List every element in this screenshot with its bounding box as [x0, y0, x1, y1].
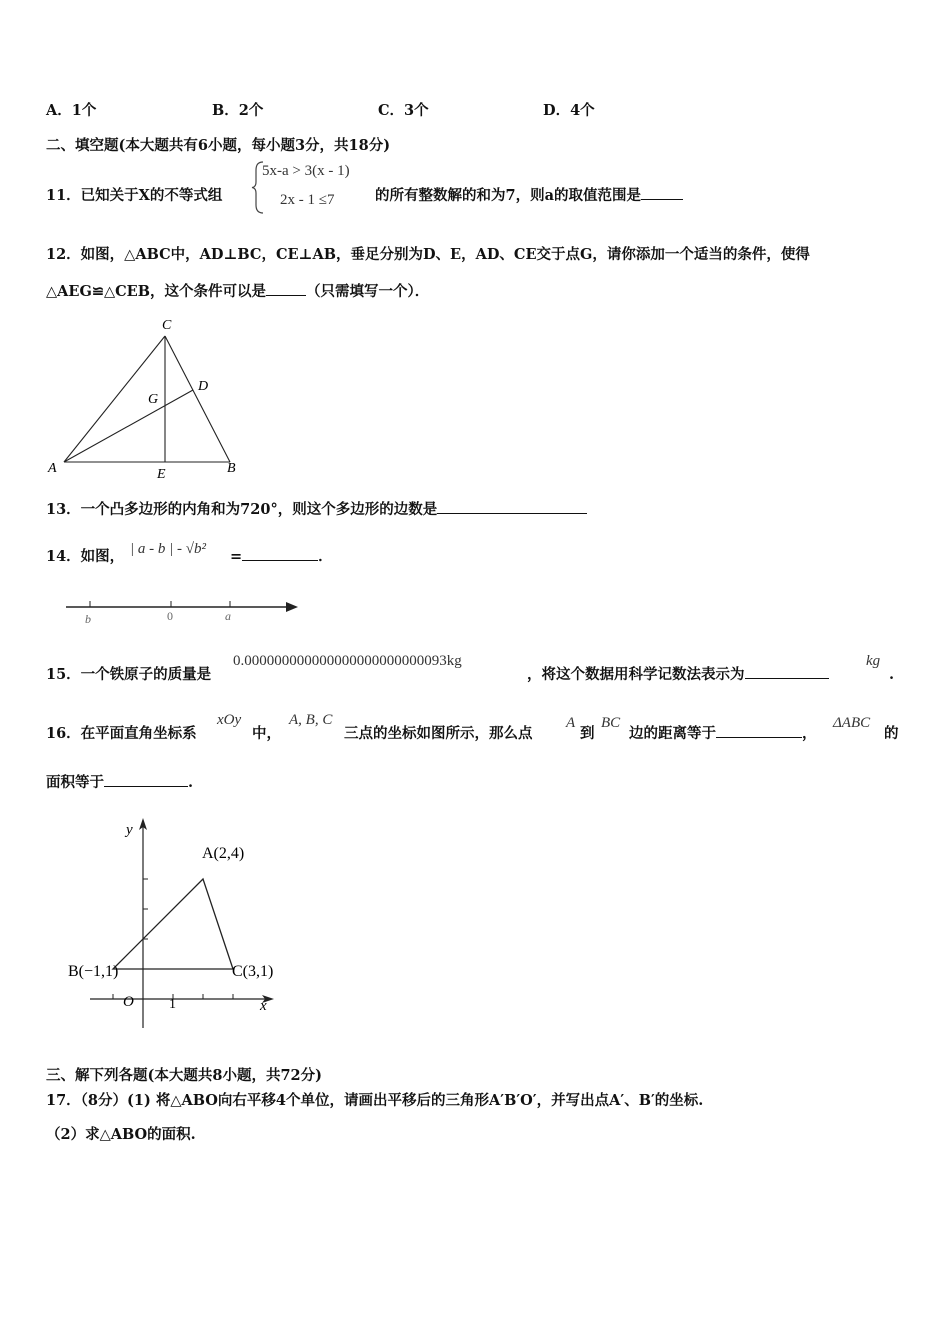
q16-xoy: xOy	[217, 712, 242, 728]
choice-c: C．3个	[378, 102, 429, 119]
q15-unit: kg	[866, 653, 881, 669]
q16-prefix: 16．在平面直角坐标系	[46, 725, 197, 742]
point-b-label: B(−1,1)	[68, 963, 119, 980]
point-a-label: A(2,4)	[202, 845, 245, 862]
q16-point-a: A	[566, 715, 576, 731]
label-a: A	[48, 461, 57, 476]
q16-text1: 三点的坐标如图所示，那么点	[344, 725, 533, 742]
q14-answer: = ．	[230, 548, 333, 565]
number-line	[60, 596, 305, 628]
q12-answer-blank[interactable]	[266, 294, 306, 296]
q16-text2: 边的距离等于 ，	[629, 725, 817, 742]
q16-area-blank[interactable]	[104, 785, 188, 787]
q14-prefix: 14．如图，	[46, 548, 125, 565]
label-g: G	[148, 392, 159, 407]
label-c: C	[162, 318, 172, 333]
label-b: B	[227, 461, 236, 476]
q16-dao: 到	[580, 725, 595, 742]
q14-answer-blank[interactable]	[242, 559, 318, 561]
q16-side-bc: BC	[601, 715, 621, 731]
q16-zhong: 中，	[252, 725, 281, 742]
q11-inequality-2: 2x - 1 ≤7	[280, 192, 335, 208]
q16-abc-points: A, B, C	[289, 712, 333, 728]
q12-line1: 12．如图，△ABC中，AD⊥BC，CE⊥AB，垂足分别为D、E，AD、CE交于点G，请你添加一个适当的条件，使得	[46, 246, 810, 263]
label-d: D	[198, 379, 209, 394]
axis-label-y: y	[126, 822, 133, 838]
q16-triangle: ΔABC	[833, 715, 871, 731]
q17-part2: （2）求△ABO的面积.	[46, 1126, 196, 1143]
choice-d: D．4个	[543, 102, 595, 119]
triangle-figure	[40, 312, 255, 482]
tick-label-one: 1	[169, 997, 176, 1012]
q13-answer-blank[interactable]	[437, 512, 587, 514]
coordinate-figure	[60, 812, 300, 1042]
q17-part1: 17．（8分）(1) 将△ABO向右平移4个单位，请画出平移后的三角形A′B′O′，并写出点A′、B′的坐标.	[46, 1092, 704, 1109]
choice-a: A．1个	[46, 102, 97, 119]
label-a: a	[225, 609, 231, 623]
origin-label: O	[123, 994, 134, 1010]
point-c-label: C(3,1)	[232, 963, 274, 980]
iron-atom-mass: 0.000000000000000000000000093kg	[233, 653, 462, 669]
section3-heading: 三、解下列各题(本大题共8小题，共72分)	[46, 1067, 322, 1084]
axis-label-x: x	[260, 998, 267, 1014]
q16-de: 的	[884, 725, 899, 742]
q15-end: .	[889, 666, 895, 683]
choice-b: B．2个	[212, 102, 264, 119]
q15-prefix: 15．一个铁原子的质量是	[46, 666, 212, 683]
q14-expression: | a - b | - √b²	[130, 541, 206, 557]
label-e: E	[157, 467, 166, 482]
label-zero: 0	[167, 609, 173, 623]
altitude-ad	[64, 390, 193, 462]
q11-inequality-1: 5x-a > 3(x - 1)	[262, 163, 350, 179]
q12-line2: △AEG≌△CEB，这个条件可以是 （只需填写一个）．	[46, 283, 430, 300]
side-cb	[165, 336, 230, 462]
q15-middle: ，将这个数据用科学记数法表示为	[527, 668, 829, 683]
section2-heading: 二、填空题(本大题共有6小题，每小题3分，共18分)	[46, 137, 391, 154]
q16-distance-blank[interactable]	[716, 736, 802, 738]
q13: 13．一个凸多边形的内角和为720°，则这个多边形的边数是	[46, 503, 587, 518]
q11-prefix: 11．已知关于X的不等式组	[46, 187, 223, 204]
triangle-abc	[113, 879, 233, 969]
q11-suffix: 的所有整数解的和为7，则a的取值范围是	[375, 189, 683, 204]
q11-answer-blank[interactable]	[641, 198, 683, 200]
label-b: b	[85, 612, 91, 626]
q16-line2: 面积等于 .	[46, 774, 194, 791]
q15-answer-blank[interactable]	[745, 677, 829, 679]
